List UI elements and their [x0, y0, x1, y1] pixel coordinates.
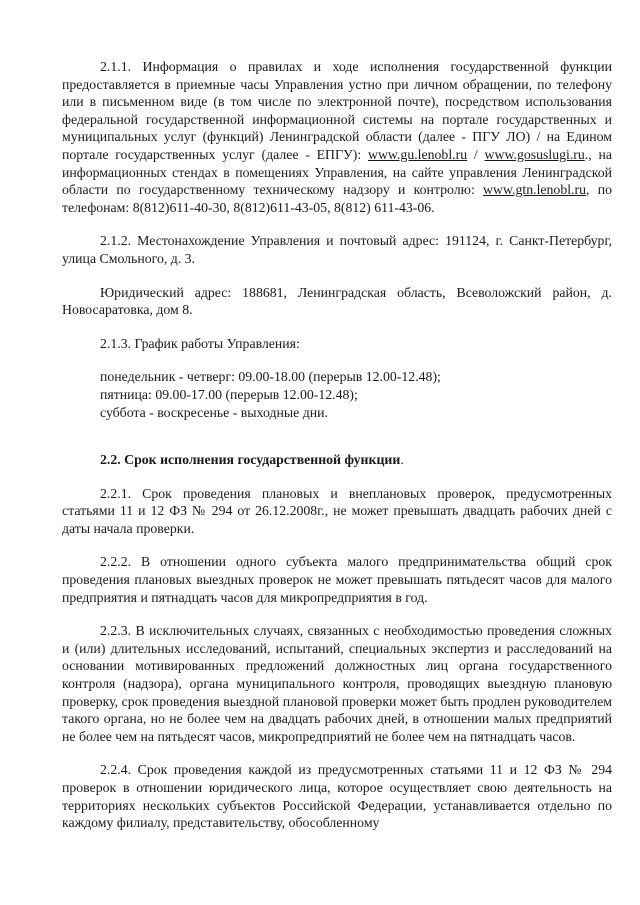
paragraph-2-2-3: 2.2.3. В исключительных случаях, связанных с необходимостью проведения сложных и (или) длительных исследований, испытаний, специальных экспертиз и расследований на основании мотивированных предложений должностных лиц органа государственного контроля (надзора), органа муниципального контроля, проводящих выездную плановую проверку, срок проведения выездной плановой проверки может быть продлен руководителем такого органа, но не более чем на двадцать рабочих дней, в отношении малых предприятий не более чем на пятьдесят часов, микропредприятий не более чем на пятнадцать часов. — [62, 623, 612, 744]
paragraph-2-1-3: 2.1.3. График работы Управления: — [100, 335, 300, 351]
paragraph-2-2-2: 2.2.2. В отношении одного субъекта малого предпринимательства общий срок проведения плановых выездных проверок не может превышать пятьдесят часов для малого предприятия и пятнадцать часов для микропредприятия в год. — [62, 554, 612, 605]
section-title-end: . — [400, 452, 404, 468]
section-number: 2.2 — [100, 452, 118, 468]
paragraph-legal-address: Юридический адрес: 188681, Ленинградская область, Всеволожский район, д. Новосаратовка, дом 8. — [62, 284, 612, 318]
paragraph-2-1-1-phones: , по телефонам: 8(812)611-40-30, 8(812)611-43-05, 8(812) 611-43-06. — [62, 182, 612, 215]
link-gu-lenobl[interactable]: www.gu.lenobl.ru — [367, 146, 468, 162]
section-title: . Срок исполнения государственной функции — [117, 452, 401, 468]
link-separator: / — [467, 146, 485, 162]
paragraph-2-1-1-text-cont: ., на информационных стендах в помещениях Управления, на сайте управления Ленинградской области по государственному техническому надзору и контролю: — [62, 146, 613, 198]
paragraph-2-1-2: 2.1.2. Местонахождение Управления и почтовый адрес: 191124, г. Санкт-Петербург, улица Смольного, д. 3. — [62, 233, 612, 266]
link-gosuslugi[interactable]: www.gosuslugi.ru — [484, 146, 585, 162]
link-gtn-lenobl[interactable]: www.gtn.lenobl.ru — [483, 182, 586, 198]
paragraph-2-1-1 — [62, 58, 612, 216]
work-schedule — [62, 368, 612, 421]
paragraph-2-2-1: 2.2.1. Срок проведения плановых и внеплановых проверок, предусмотренных статьями 11 и 12 ФЗ № 294 от 26.12.2008г., не может превышать двадцать рабочих дней с даты начала проверки. — [62, 485, 612, 536]
section-heading-2-2 — [62, 451, 612, 469]
paragraph-2-1-1-text: 2.1.1. Информация о правилах и ходе исполнения государственной функции предоставляется в приемные часы Управления устно при личном обращении, по телефону или в письменном виде (в том числе по электронной почте), посредством использования федеральной государственной информационной системы на портале государственных и муниципальных услуг (функций) Ленинградской области (далее - ПГУ ЛО) / на Едином портале государственных услуг (далее - ЕПГУ): — [62, 59, 612, 162]
paragraph-2-2-4: 2.2.4. Срок проведения каждой из предусмотренных статьями 11 и 12 ФЗ № 294 проверок в отношении юридического лица, которое осуществляет свою деятельность на территориях нескольких субъектов Российской Федерации, устанавливается отдельно по каждому филиалу, представительству, обособленному — [62, 762, 612, 831]
schedule-item: понедельник - четверг: 09.00-18.00 (перерыв 12.00-12.48); — [100, 369, 441, 385]
schedule-item: суббота - воскресенье - выходные дни. — [100, 404, 328, 420]
schedule-item: пятница: 09.00-17.00 (перерыв 12.00-12.48); — [100, 386, 358, 402]
